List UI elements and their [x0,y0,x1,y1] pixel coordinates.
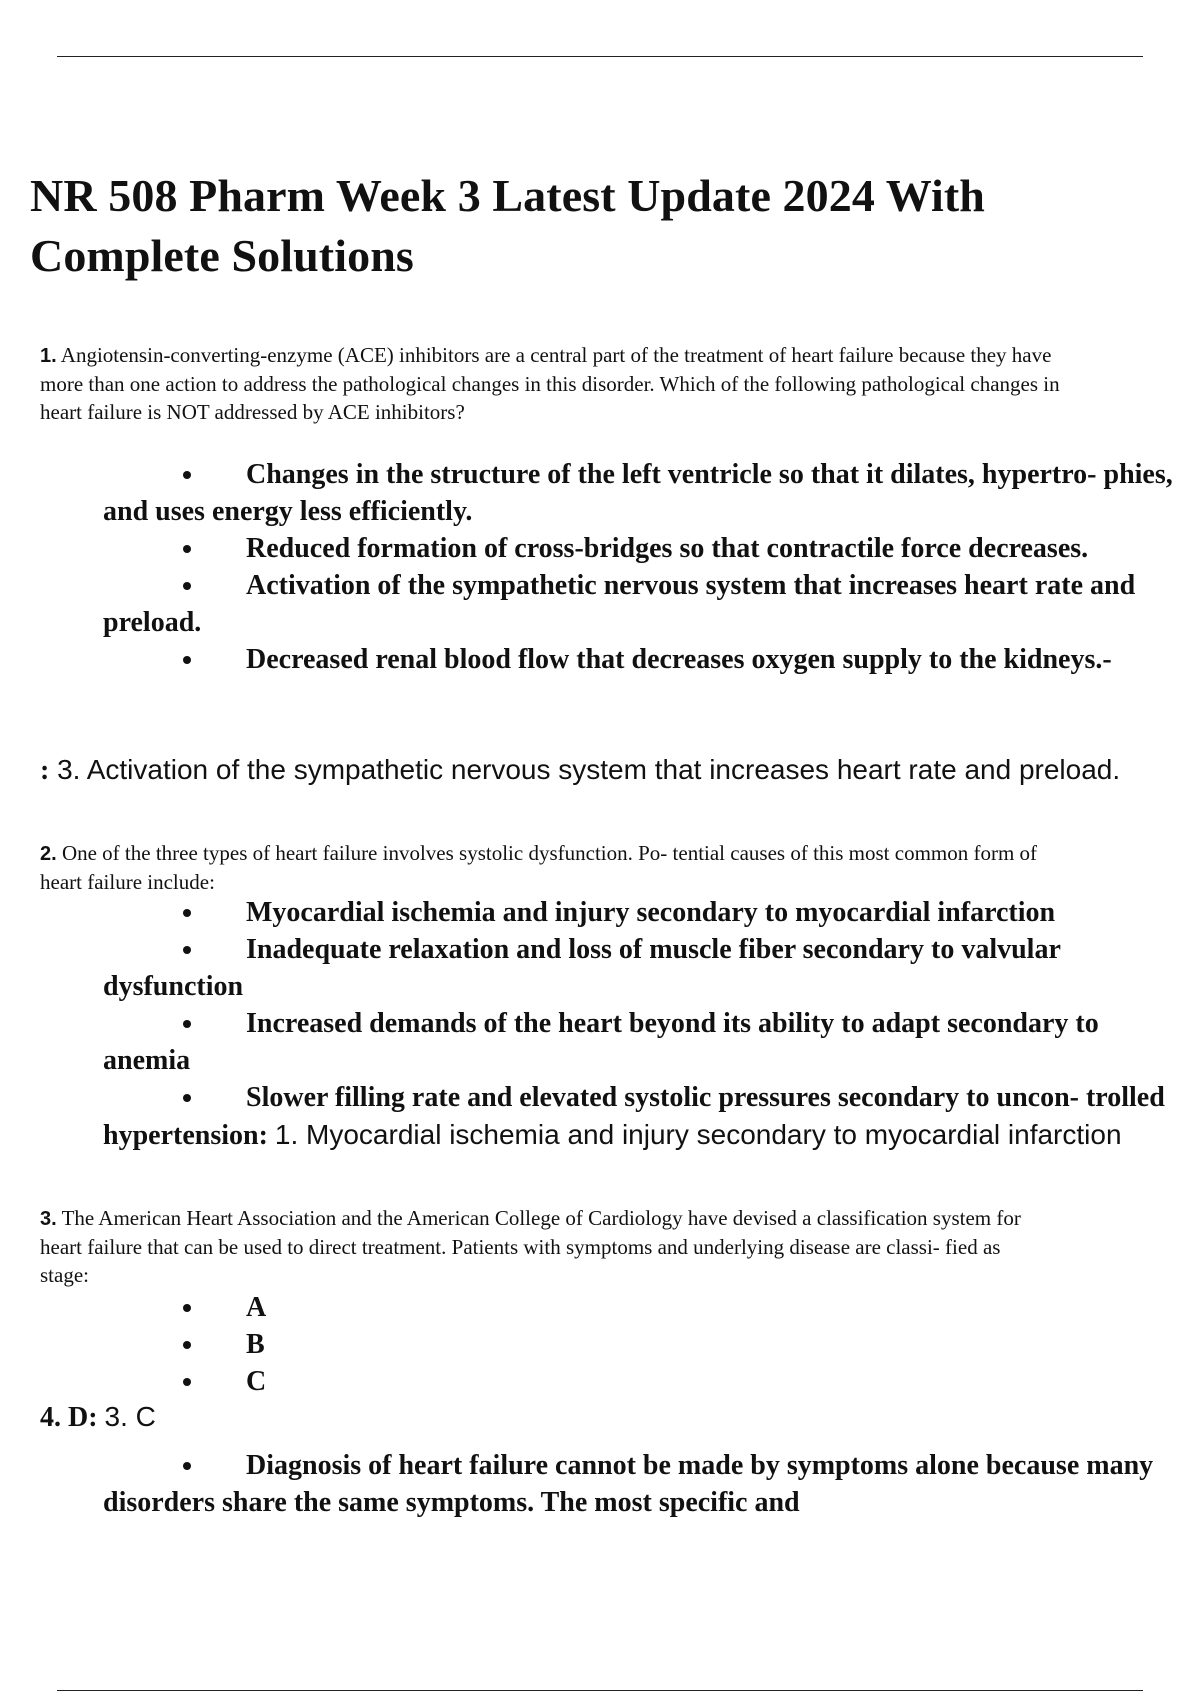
option-item: A [103,1289,1183,1326]
question-number: 3. [40,1208,57,1230]
option-item: Myocardial ischemia and injury secondary to myocardial infarction [103,894,1183,931]
question-1-answer [40,752,1170,789]
answer-text: 3. Activation of the sympathetic nervous system that increases heart rate and preload. [57,754,1121,785]
question-1-line-3: heart failure is NOT addressed by ACE inhibitors? [40,400,465,424]
answer-text: 1. Myocardial ischemia and injury secondary to myocardial infarction [274,1119,1122,1150]
question-1-options [103,456,1183,678]
question-3-line-2: heart failure that can be used to direct treatment. Patients with symptoms and underlying disease are classi- fied as [40,1235,1001,1259]
option-item: Diagnosis of heart failure cannot be made by symptoms alone because many disorders share the same symptoms. The most specific and [103,1447,1183,1521]
document-title: NR 508 Pharm Week 3 Latest Update 2024 With Complete Solutions [30,170,985,281]
question-2 [40,839,1200,896]
option-item: Changes in the structure of the left ventricle so that it dilates, hypertro- phies, and uses energy less efficiently. [103,456,1183,530]
option-item: Decreased renal blood flow that decreases oxygen supply to the kidneys.- [103,641,1183,678]
answer-text: 3. C [104,1401,156,1432]
question-3-answer [40,1399,156,1436]
question-2-line-1: 2. One of the three types of heart failure involves systolic dysfunction. Po- tential causes of this most common form of [40,841,1038,865]
question-1-line-1: 1. Angiotensin-converting-enzyme (ACE) inhibitors are a central part of the treatment of heart failure because they have [40,343,1052,367]
question-3 [40,1204,1200,1289]
option-item: Reduced formation of cross-bridges so that contractile force decreases. [103,530,1183,567]
option-item: Activation of the sympathetic nervous system that increases heart rate and preload. [103,567,1183,641]
question-3-options [103,1289,1183,1400]
option-item: B [103,1326,1183,1363]
option-item: Slower filling rate and elevated systolic pressures secondary to uncon- trolled hypertension: 1. Myocardial ischemia and injury secondary to myocardial infarction [103,1079,1183,1154]
question-3-line-3: stage: [40,1263,89,1287]
question-1-line-2: more than one action to address the pathological changes in this disorder. Which of the following pathological changes in [40,372,1060,396]
question-4-options [103,1447,1183,1521]
option-item: C [103,1363,1183,1400]
option-item: Increased demands of the heart beyond its ability to adapt secondary to anemia [103,1005,1183,1079]
question-number: 2. [40,843,57,865]
answer-label: 4. D: [40,1402,98,1433]
answer-prefix: : [40,755,50,786]
option-item: Inadequate relaxation and loss of muscle fiber secondary to valvular dysfunction [103,931,1183,1005]
question-1 [40,341,1200,426]
question-2-line-2: heart failure include: [40,870,215,894]
question-3-line-1: 3. The American Heart Association and the American College of Cardiology have devised a classification system for [40,1206,1021,1230]
top-rule [57,56,1143,57]
bottom-rule [57,1690,1143,1691]
question-2-options [103,894,1183,1154]
question-number: 1. [40,345,57,367]
